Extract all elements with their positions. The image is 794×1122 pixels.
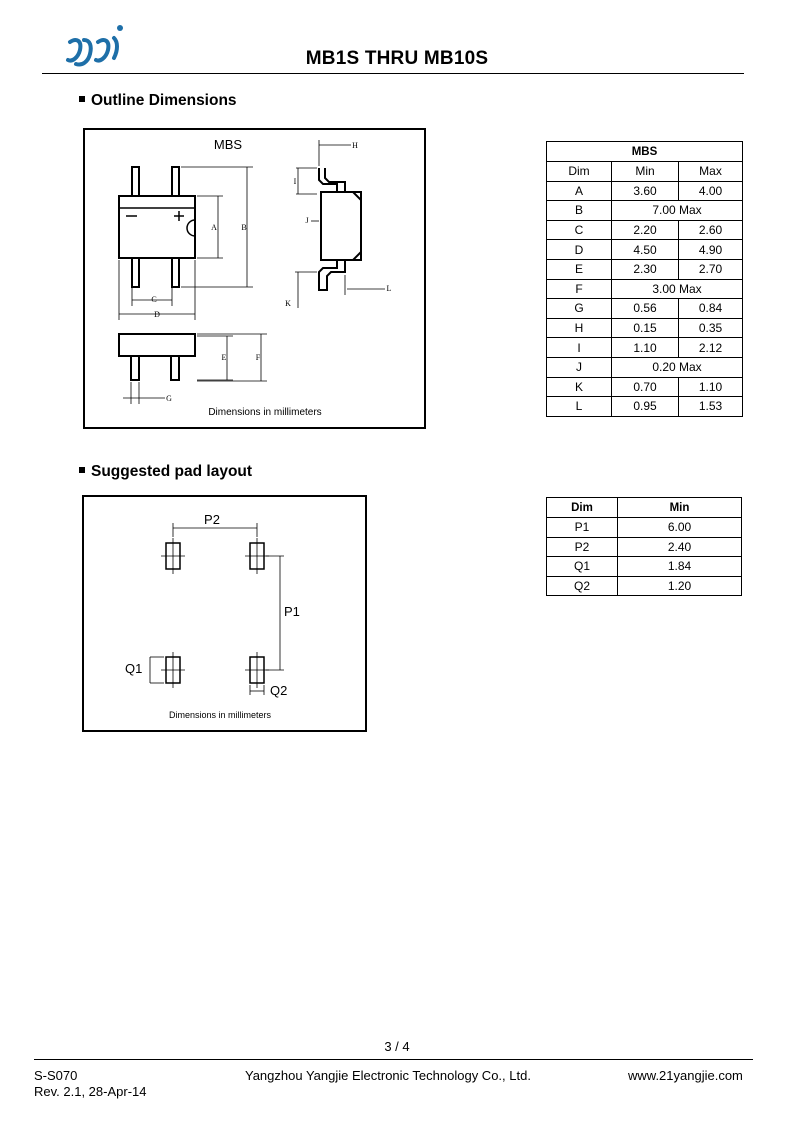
dimension-table <box>546 141 743 417</box>
dim-label-h: H <box>352 141 358 150</box>
pad-layout-heading <box>79 463 252 481</box>
table-row: D 4.50 4.90 <box>547 240 743 260</box>
table-row: P2 2.40 <box>547 537 742 557</box>
table-row: A 3.60 4.00 <box>547 181 743 201</box>
bullet-icon <box>79 96 85 102</box>
table-row: E 2.30 2.70 <box>547 259 743 279</box>
pad-table <box>546 497 742 596</box>
pad-label-q1: Q1 <box>125 661 143 676</box>
dim-label-l: L <box>386 284 392 293</box>
dim-label-b: B <box>241 223 247 232</box>
table-row: I 1.10 2.12 <box>547 338 743 358</box>
package-label: MBS <box>213 137 243 152</box>
header-divider <box>42 73 744 74</box>
document-code: S-S070 <box>34 1068 78 1083</box>
outline-drawing <box>83 128 426 429</box>
pad-col-header-dim: Dim <box>547 498 618 518</box>
outline-dimensions-heading <box>79 92 237 110</box>
col-header-dim: Dim <box>547 162 612 182</box>
table-row: H 0.15 0.35 <box>547 318 743 338</box>
col-header-max: Max <box>679 162 743 182</box>
outline-units-note: Dimensions in millimeters <box>208 407 322 418</box>
outline-heading-text: Outline Dimensions <box>91 92 237 109</box>
pad-label-q2: Q2 <box>270 683 288 698</box>
page-number: 3 / 4 <box>384 1039 410 1054</box>
dim-label-f: F <box>255 353 261 362</box>
dim-label-j: J <box>305 216 309 225</box>
col-header-min: Min <box>612 162 679 182</box>
dim-label-c: C <box>151 295 157 304</box>
revision-info: Rev. 2.1, 28-Apr-14 <box>34 1084 147 1099</box>
table-row: C 2.20 2.60 <box>547 220 743 240</box>
table-row: L 0.95 1.53 <box>547 397 743 417</box>
dim-label-g: G <box>166 394 172 403</box>
table-row: G 0.56 0.84 <box>547 299 743 319</box>
dim-label-i: I <box>293 177 297 186</box>
table-row: Q2 1.20 <box>547 576 742 596</box>
footer-divider <box>34 1059 753 1060</box>
website-link[interactable]: www.21yangjie.com <box>628 1068 743 1083</box>
pad-layout-drawing <box>82 495 367 732</box>
table-row: J 0.20 Max <box>547 357 743 377</box>
table-row: K 0.70 1.10 <box>547 377 743 397</box>
pad-col-header-min: Min <box>618 498 742 518</box>
dim-label-d: D <box>154 310 160 319</box>
document-title: MB1S THRU MB10S <box>305 48 489 69</box>
bullet-icon <box>79 467 85 473</box>
dim-label-a: A <box>211 223 217 232</box>
pad-label-p2: P2 <box>204 512 220 527</box>
table-row: Q1 1.84 <box>547 557 742 577</box>
company-name: Yangzhou Yangjie Electronic Technology Co., Ltd. <box>245 1068 531 1083</box>
dim-label-k: K <box>285 299 291 308</box>
table-row: F 3.00 Max <box>547 279 743 299</box>
dim-label-e: E <box>221 353 227 362</box>
table-row: B 7.00 Max <box>547 201 743 221</box>
dimension-table-title: MBS <box>547 142 743 162</box>
pad-units-note: Dimensions in millimeters <box>168 710 272 720</box>
table-row: P1 6.00 <box>547 518 742 538</box>
pad-heading-text: Suggested pad layout <box>91 463 253 480</box>
pad-label-p1: P1 <box>284 604 300 619</box>
